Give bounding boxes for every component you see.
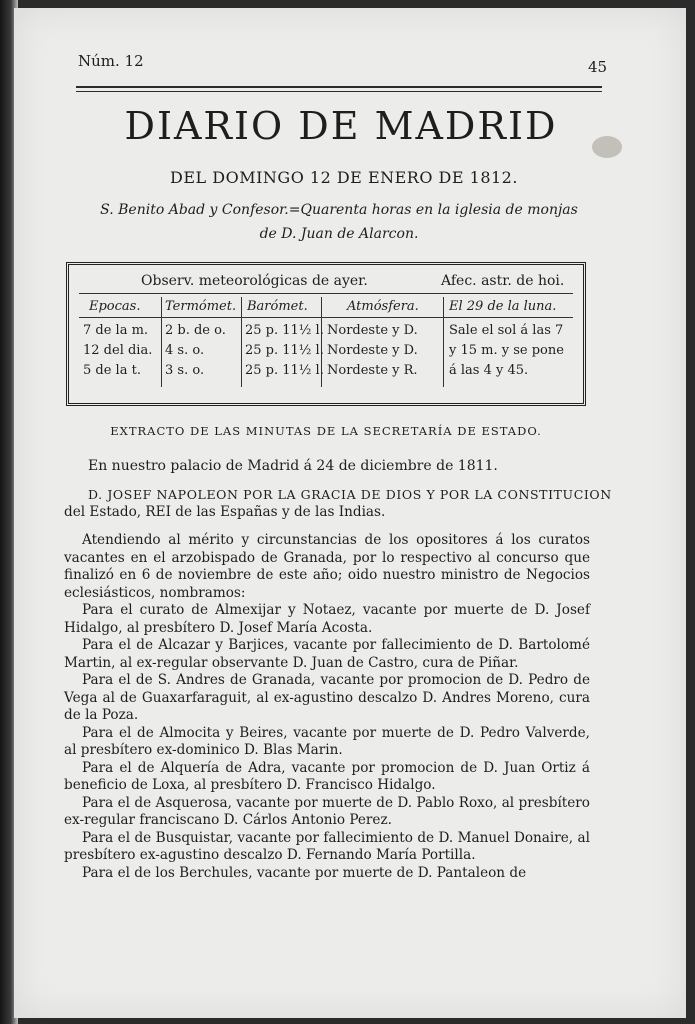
paragraph: Atendiendo al mérito y circunstancias de los opositores á los curatos vacantes en el arzobispado de Granada, por lo respectivo al concurso que finalizó en 6 de noviembre de este año; oido nuestro ministro de Negocios eclesiásticos, nombramos: — [64, 532, 590, 601]
astro-line: Sale el sol á las 7 — [449, 323, 564, 338]
astro-line: á las 4 y 45. — [449, 363, 529, 378]
col-barometro: Barómet. — [247, 299, 308, 314]
astro-line: y 15 m. y se pone — [449, 343, 564, 358]
row-epoca: 5 de la t. — [83, 363, 141, 378]
row-epoca: 7 de la m. — [83, 323, 149, 338]
paragraph: Para el de Asquerosa, vacante por muerte de D. Pablo Roxo, al presbítero ex-regular franciscano D. Cárlos Antonio Perez. — [64, 794, 590, 828]
saint-line-1: S. Benito Abad y Confesor.=Quarenta horas en la iglesia de monjas — [100, 202, 578, 218]
newspaper-title: DIARIO DE MADRID — [124, 104, 558, 148]
weather-table — [66, 262, 586, 406]
paragraph: Para el de Almocita y Beires, vacante por muerte de D. Pedro Valverde, al presbítero ex-dominico D. Blas Marin. — [64, 724, 590, 758]
weather-heading: Observ. meteorológicas de ayer. — [141, 273, 368, 289]
issue-number: Núm. 12 — [78, 52, 144, 70]
astro-heading: Afec. astr. de hoi. — [441, 273, 565, 289]
king-name: D. JOSEF NAPOLEON POR LA GRACIA DE DIOS Y POR LA CONSTITUCION — [88, 487, 612, 502]
paragraph: Para el de los Berchules, vacante por muerte de D. Pantaleon de — [82, 864, 527, 881]
paragraph: Para el de Busquistar, vacante por fallecimiento de D. Manuel Donaire, al presbítero ex-agustino descalzo D. Fernando María Portilla. — [64, 829, 590, 863]
row-atmosfera: Nordeste y D. — [327, 323, 418, 338]
col-atmosfera: Atmósfera. — [347, 299, 419, 314]
row-termometro: 3 s. o. — [165, 363, 205, 378]
royal-title — [64, 486, 612, 521]
paragraph: Para el de Alcazar y Barjices, vacante por fallecimiento de D. Bartolomé Martin, al ex-regular observante D. Juan de Castro, cura de Piñar. — [64, 637, 590, 671]
row-epoca: 12 del dia. — [83, 343, 153, 358]
paragraph: Para el curato de Almexijar y Notaez, vacante por muerte de D. Josef Hidalgo, al presbítero D. Josef María Acosta. — [64, 602, 590, 636]
row-termometro: 4 s. o. — [165, 343, 205, 358]
saint-of-day — [74, 198, 604, 246]
saint-line-2: de D. Juan de Alarcon. — [259, 226, 419, 242]
top-rule-thin — [76, 91, 602, 92]
row-termometro: 2 b. de o. — [165, 323, 226, 338]
place-date: En nuestro palacio de Madrid á 24 de diciembre de 1811. — [88, 458, 498, 474]
column-divider — [241, 297, 242, 387]
row-atmosfera: Nordeste y R. — [327, 363, 418, 378]
row-barometro: 25 p. 11½ l. — [245, 323, 324, 338]
top-rule — [76, 86, 602, 88]
row-barometro: 25 p. 11½ l. — [245, 343, 324, 358]
column-divider — [443, 297, 444, 387]
table-rule-header — [79, 317, 573, 318]
col-epocas: Epocas. — [89, 299, 141, 314]
king-rest: del Estado, REI de las Españas y de las Indias. — [64, 503, 386, 520]
row-barometro: 25 p. 11½ l. — [245, 363, 324, 378]
col-luna: El 29 de la luna. — [449, 299, 557, 314]
col-termometro: Termómet. — [165, 299, 237, 314]
table-rule-top — [79, 293, 573, 294]
page-number: 45 — [588, 58, 608, 76]
paragraph: Para el de S. Andres de Granada, vacante por promocion de D. Pedro de Vega al de Guaxarfaraguit, al ex-agustino descalzo D. Andres Moreno, cura de la Poza. — [64, 672, 590, 723]
dateline: DEL DOMINGO 12 DE ENERO DE 1812. — [170, 168, 518, 187]
row-atmosfera: Nordeste y D. — [327, 343, 418, 358]
section-heading: EXTRACTO DE LAS MINUTAS DE LA SECRETARÍA DE ESTADO. — [110, 424, 542, 438]
paragraph: Para el de Alquería de Adra, vacante por promocion de D. Juan Ortiz á beneficio de Loxa, al presbítero D. Francisco Hidalgo. — [64, 759, 590, 793]
article-body — [64, 532, 590, 882]
column-divider — [161, 297, 162, 387]
